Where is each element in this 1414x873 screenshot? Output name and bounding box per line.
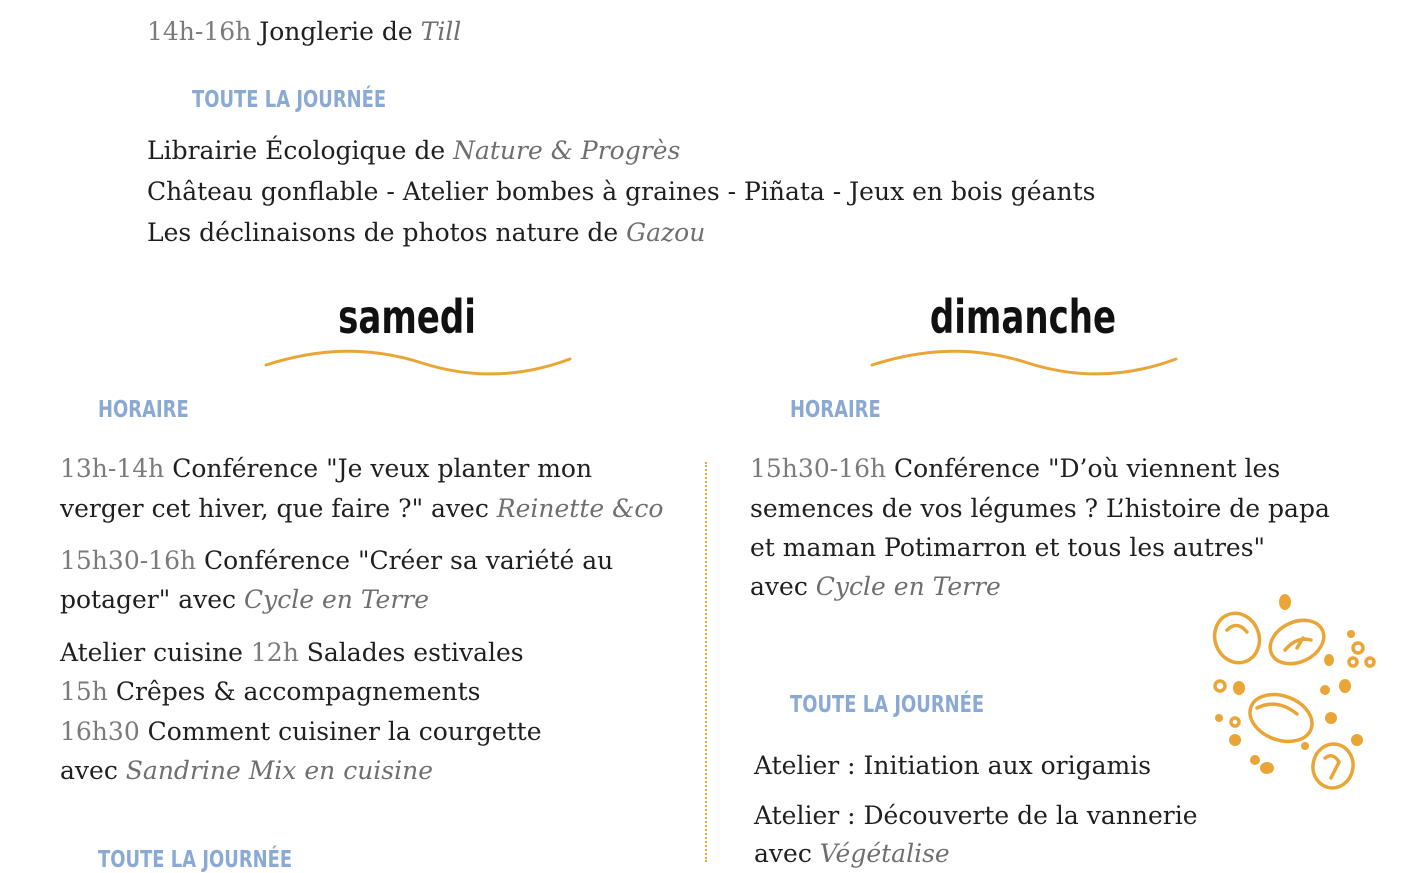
samedi-cooking-line-1: Atelier cuisine 12h Salades estivales	[60, 638, 524, 667]
dimanche-event-1-line-3: et maman Potimarron et tous les autres"	[750, 533, 1266, 562]
samedi-cooking-line-4: avec Sandrine Mix en cuisine	[60, 756, 434, 785]
samedi-section-all-day: TOUTE LA JOURNÉE	[98, 847, 293, 873]
section-heading-all-day: TOUTE LA JOURNÉE	[192, 87, 387, 113]
dimanche-workshop-vannerie-with: avec Végétalise	[754, 839, 950, 868]
top-line-photos: Les déclinaisons de photos nature de Gazou	[147, 218, 706, 247]
dimanche-workshop-origami: Atelier : Initiation aux origamis	[754, 751, 1152, 780]
day-title-samedi: samedi	[338, 290, 476, 344]
seeds-illustration-icon	[1205, 590, 1385, 800]
samedi-event-2-line-1: 15h30-16h Conférence "Créer sa variété au	[60, 546, 614, 575]
wave-underline-dimanche	[868, 349, 1180, 379]
column-divider	[705, 462, 707, 862]
dimanche-event-1-line-4: avec Cycle en Terre	[750, 572, 1001, 601]
top-line-librairie: Librairie Écologique de Nature & Progrès	[147, 136, 681, 165]
dimanche-section-all-day: TOUTE LA JOURNÉE	[790, 692, 985, 718]
samedi-cooking-line-3: 16h30 Comment cuisiner la courgette	[60, 717, 542, 746]
samedi-event-2-line-2: potager" avec Cycle en Terre	[60, 585, 430, 614]
samedi-section-horaire: HORAIRE	[98, 397, 189, 423]
samedi-cooking-line-2: 15h Crêpes & accompagnements	[60, 677, 481, 706]
dimanche-section-horaire: HORAIRE	[790, 397, 881, 423]
dimanche-workshop-vannerie: Atelier : Découverte de la vannerie	[754, 801, 1198, 830]
samedi-event-1-line-1: 13h-14h Conférence "Je veux planter mon	[60, 454, 593, 483]
day-title-dimanche: dimanche	[929, 290, 1117, 344]
top-line-jonglerie: 14h-16h Jonglerie de Till	[147, 17, 462, 46]
top-line-activities: Château gonflable - Atelier bombes à graines - Piñata - Jeux en bois géants	[147, 177, 1096, 206]
dimanche-event-1-line-2: semences de vos légumes ? L’histoire de papa	[750, 494, 1330, 523]
samedi-event-1-line-2: verger cet hiver, que faire ?" avec Reinette &co	[60, 494, 664, 523]
wave-underline-samedi	[262, 349, 574, 379]
dimanche-event-1-line-1: 15h30-16h Conférence "D’où viennent les	[750, 454, 1281, 483]
